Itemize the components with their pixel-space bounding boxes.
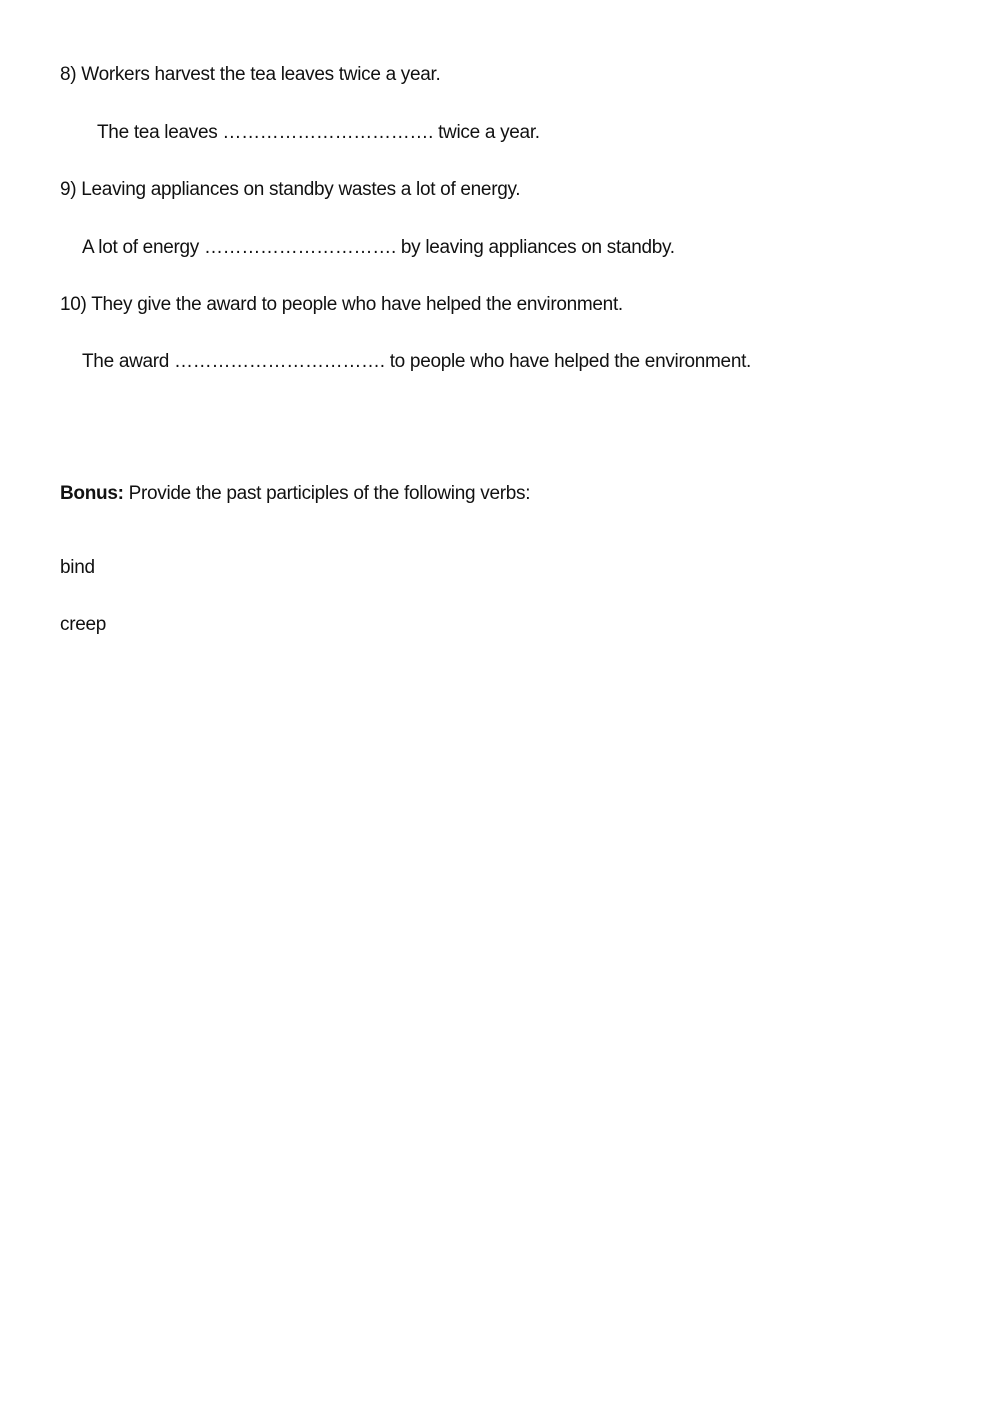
question-9-prompt: 9) Leaving appliances on standby wastes a lot of energy. — [60, 179, 521, 200]
question-10-answer-line[interactable]: The award ……………………………. to people who have helped the environment. — [82, 351, 752, 372]
verb-item: bind — [60, 557, 95, 578]
question-10-prompt: 10) They give the award to people who have helped the environment. — [60, 294, 623, 315]
bonus-instruction: Provide the past participles of the following verbs: — [123, 483, 531, 504]
question-9-answer-line[interactable]: A lot of energy …………………………. by leaving appliances on standby. — [82, 237, 675, 258]
question-8-answer-line[interactable]: The tea leaves ……………………………. twice a year. — [97, 122, 540, 143]
bonus-heading — [60, 482, 530, 506]
bonus-label: Bonus: — [60, 483, 124, 504]
verb-item: creep — [60, 614, 107, 635]
question-8-prompt: 8) Workers harvest the tea leaves twice a year. — [60, 64, 441, 85]
